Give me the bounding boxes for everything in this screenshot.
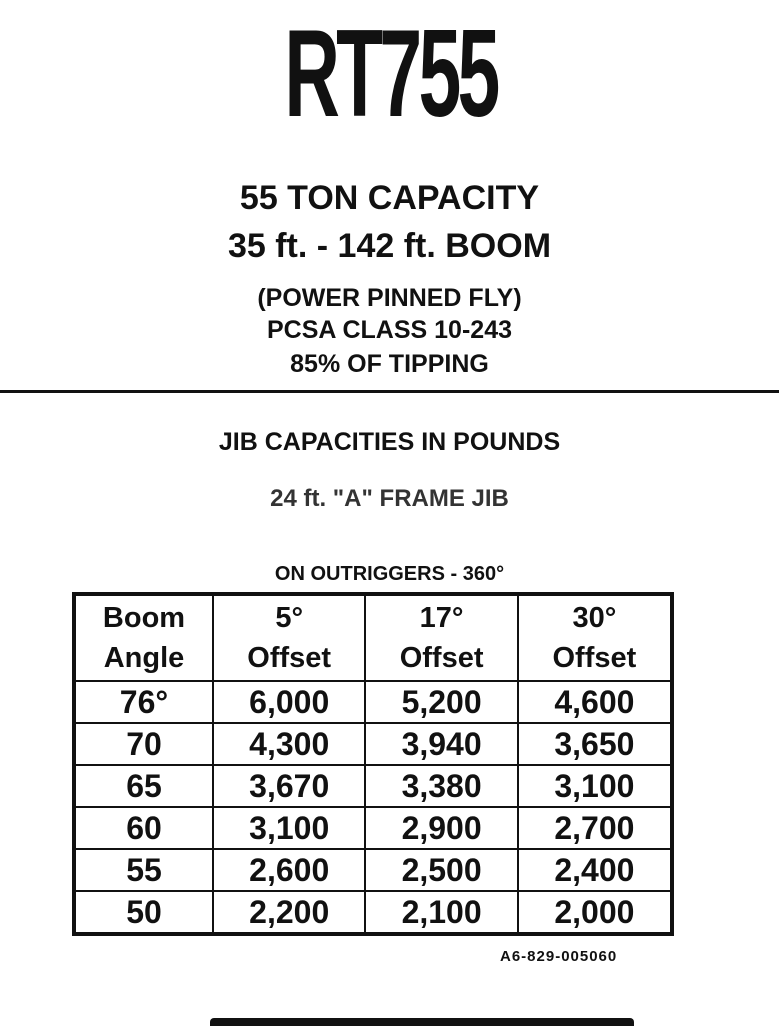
fly-type-line: (POWER PINNED FLY) [257,284,522,312]
boom-angle-cell: 55 [74,849,213,891]
capacity-cell: 2,900 [365,807,517,849]
column-header-17-offset: 17° Offset [365,594,517,681]
capacity-cell: 2,100 [365,891,517,934]
column-header-30-offset: 30° Offset [518,594,672,681]
table-row [74,723,672,765]
tipping-line: 85% OF TIPPING [290,350,489,378]
capacity-cell: 3,100 [518,765,672,807]
pcsa-class-line: PCSA CLASS 10-243 [267,316,512,344]
capacity-cell: 2,000 [518,891,672,934]
capacity-cell: 3,100 [213,807,365,849]
boom-length-line: 35 ft. - 142 ft. BOOM [227,227,552,265]
capacity-cell: 4,300 [213,723,365,765]
table-row [74,807,672,849]
capacity-cell: 2,200 [213,891,365,934]
column-header-boom-angle: Boom Angle [74,594,213,681]
capacity-cell: 2,400 [518,849,672,891]
outrigger-condition: ON OUTRIGGERS - 360° [274,563,505,585]
capacity-cell: 3,940 [365,723,517,765]
boom-angle-cell: 65 [74,765,213,807]
boom-angle-cell: 60 [74,807,213,849]
capacity-cell: 3,650 [518,723,672,765]
jib-capacity-table [72,592,674,936]
table-row [74,765,672,807]
table-row [74,891,672,934]
jib-type: 24 ft. "A" FRAME JIB [270,485,509,512]
table-header-row [74,594,672,681]
boom-angle-cell: 76° [74,681,213,723]
capacity-cell: 2,600 [213,849,365,891]
table-row [74,849,672,891]
section-title: JIB CAPACITIES IN POUNDS [218,428,561,456]
capacity-line: 55 TON CAPACITY [239,179,540,217]
boom-angle-cell: 50 [74,891,213,934]
boom-angle-cell: 70 [74,723,213,765]
table-row [74,681,672,723]
capacity-cell: 2,700 [518,807,672,849]
capacity-cell: 2,500 [365,849,517,891]
column-header-5-offset: 5° Offset [213,594,365,681]
capacity-cell: 3,380 [365,765,517,807]
model-title: RT755 [284,5,497,143]
part-number: A6-829-005060 [500,948,618,965]
section-divider [0,390,779,393]
bottom-edge-bar [210,1018,634,1026]
capacity-cell: 6,000 [213,681,365,723]
capacity-cell: 3,670 [213,765,365,807]
capacity-cell: 4,600 [518,681,672,723]
capacity-cell: 5,200 [365,681,517,723]
